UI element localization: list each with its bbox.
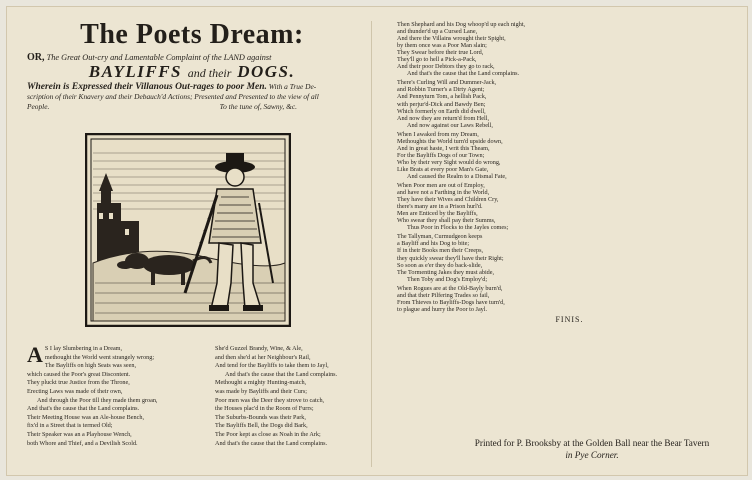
verse-line: Methought a mighty Hunting-match, [215, 379, 307, 387]
verse-line: And tend for the Bayliffs to take them to Jayl, [215, 362, 329, 370]
subtitle-complaint: The Great Out-cry and Lamentable Complaint of the LAND against [46, 53, 272, 62]
woodcut-illustration [85, 133, 291, 327]
verse-line: both Whore and Thief, and a Devilish Scold. [27, 439, 138, 447]
verse-line: Erecting Laws was made of their own, [27, 387, 123, 395]
verse-line: When I awaked from my Dream, [397, 130, 479, 138]
verse-line: So soon as e'er they do back-slide, [397, 261, 483, 269]
verse-line: When Poor men are out of Employ, [397, 182, 485, 190]
verse-line: and Robbin Turner's a Dirty Agent; [397, 86, 485, 94]
subtitle-or: OR, [27, 52, 45, 63]
verse-line: with perjur'd-Dick and Bawdy Ben; [397, 100, 486, 108]
verse-line: fix'd in a Street that is termed Old; [27, 422, 113, 430]
verse-line: And caused the Realm to a Dismal Fate, [407, 172, 507, 180]
verse-line: methought the World went strangely wrong; [44, 353, 155, 361]
imprint-line-1: Printed for P. Brooksby at the Golden Ball near the Bear Tavern [474, 438, 710, 448]
verse-line: They have their Wives and Children Cry, [397, 196, 499, 204]
stanza [397, 285, 742, 313]
verse-line: They Swear before their true Lord, [397, 49, 484, 57]
subtitle-line-1 [27, 53, 357, 63]
right-column [397, 21, 742, 471]
verse-line: If in their Books men their Creeps, [397, 247, 484, 255]
subtitle-dogs-word: DOGS. [237, 62, 296, 81]
verse-line: And that's the cause that the Land complains. [407, 70, 520, 78]
verse-line: And now against our Laws Rebell, [407, 121, 493, 129]
verse-line: and have not a Farthing in the World, [397, 189, 490, 197]
verse-line: The Tormenting Jakes they must abide, [397, 268, 495, 276]
verse-line: was made by Bayliffs and their Curs; [215, 387, 307, 395]
subtitle-bayliffs [27, 63, 357, 82]
description-line: Wherein is Expressed their Villanous Out-rages to poor Men. With a True De- [27, 82, 317, 92]
stanza [397, 79, 742, 128]
verse-line: And their poor Debtors they go to rack, [397, 63, 495, 71]
verse-line: Their Meeting House was an Ale-house Bench, [27, 413, 145, 421]
verse-line: And that's the cause that the Land complains. [215, 439, 328, 447]
verses-left [27, 342, 197, 448]
stanza [397, 131, 742, 180]
description-line: scription of their Knavery and their Debauch'd Actions; Presented and Presented to the view of all [27, 92, 319, 101]
verse-line: Then Shephard and his Dog whoop'd up each night, [397, 21, 526, 28]
verse-line: a Bayliff and his Dog to bite; [397, 240, 470, 248]
stanza [397, 182, 742, 231]
verses-middle [215, 345, 365, 448]
verse-line: and that their Pilfering Trades so fail, [397, 291, 490, 299]
verse-line: The Poor kept as close as Noah in the Ark; [215, 430, 321, 438]
verse-line: And through the Poor till they made them groan, [37, 396, 158, 404]
verse-line: And in great haste, I writ this Theam, [397, 144, 490, 152]
verse-line: the Houses plac'd in the Room of Furrs; [215, 405, 314, 413]
verse-line: When Rogues are at the Old-Bayly burn'd, [397, 284, 503, 292]
drop-cap: A [27, 342, 43, 367]
verse-line: Like Brats at every poor Man's Gate, [397, 165, 489, 173]
verse-line: The Suburbs-Bounds was their Park, [215, 413, 306, 421]
verse-line: The Tallyman, Curmudgeon keeps [397, 233, 483, 241]
verse-line: There's Curling Will and Dummer-Jack, [397, 79, 497, 87]
subtitle-and-their: and their [187, 66, 232, 80]
verse-line: And Pennyturn Tom, a hellish Pack, [397, 93, 487, 101]
description-line: People. [27, 102, 50, 111]
verse-line: which caused the Poor's great Discontent. [27, 370, 131, 378]
subtitle-bayliffs-word: BAYLIFFS [88, 62, 183, 81]
tune-line: To the tune of, Sawny, &c. [219, 102, 297, 111]
verse-line: Then Toby and Dog's Employ'd; [407, 275, 488, 283]
verse-line: there's many are in a Prison hurl'd. [397, 203, 483, 211]
verse-line: They pluckt true Justice from the Throne, [27, 379, 130, 387]
verse-line: Men are Enticed by the Bayliffs, [397, 210, 478, 218]
imprint-line-2: in Pye Corner. [565, 450, 619, 460]
stanza [397, 233, 742, 282]
verse-line: S I lay Slumbering in a Dream, [44, 345, 123, 352]
finis: FINIS. [555, 314, 584, 324]
verse-line: And that's the cause that the Land complains. [225, 370, 338, 378]
verse-line: Which formerly on Earth did dwell, [397, 107, 486, 115]
imprint [447, 437, 737, 461]
verse-line: Who by their very Sight would do wrong, [397, 158, 501, 166]
verse-line: And that's the cause that the Land complains. [27, 405, 140, 413]
verse-line: Methoughts the World turn'd upside down, [397, 137, 503, 145]
verse-line: She'd Guzzel Brandy, Wine, & Ale, [215, 345, 303, 352]
verse-line: Thus Poor in Flocks to the Jayles comes; [407, 224, 509, 232]
verse-line: And there the Villains wrought their Spight, [397, 35, 506, 43]
verse-line: The Bayliffs Bell, the Dogs did Bark, [215, 422, 308, 430]
column-divider [371, 21, 372, 467]
verse-line: Poor men was the Deer they strove to catch, [215, 396, 325, 404]
verse-line: and thunder'd up a Cursed Lane, [397, 28, 478, 36]
verse-line: Their Speaker was an a Playhouse Wench, [27, 430, 132, 438]
verse-line: and then she'd at her Neighbour's Rail, [215, 353, 311, 361]
verse-line: For the Bayliffs Dogs of our Town; [397, 151, 485, 159]
verse-line: Who swear they shall pay their Summs, [397, 217, 496, 225]
verse-line: From Thieves to Bayliffs-Dogs have turn'd, [397, 298, 505, 306]
ballad-title: The Poets Dream: [80, 19, 304, 50]
verse-line: to plague and hurry the Poor to Jayl. [397, 305, 488, 313]
stanza [397, 21, 742, 77]
verse-line: by them once was a Poor Man slain; [397, 42, 487, 50]
broadside-sheet [6, 6, 748, 476]
verse-line: They'll go to hell a Pick-a-Pack, [397, 56, 477, 64]
verse-line: The Bayliffs on high Seats was seen, [44, 362, 137, 370]
verse-line: And now they are return'd from Hell, [397, 114, 490, 122]
verse-line: they quickly swear they'll have their Right; [397, 254, 504, 262]
